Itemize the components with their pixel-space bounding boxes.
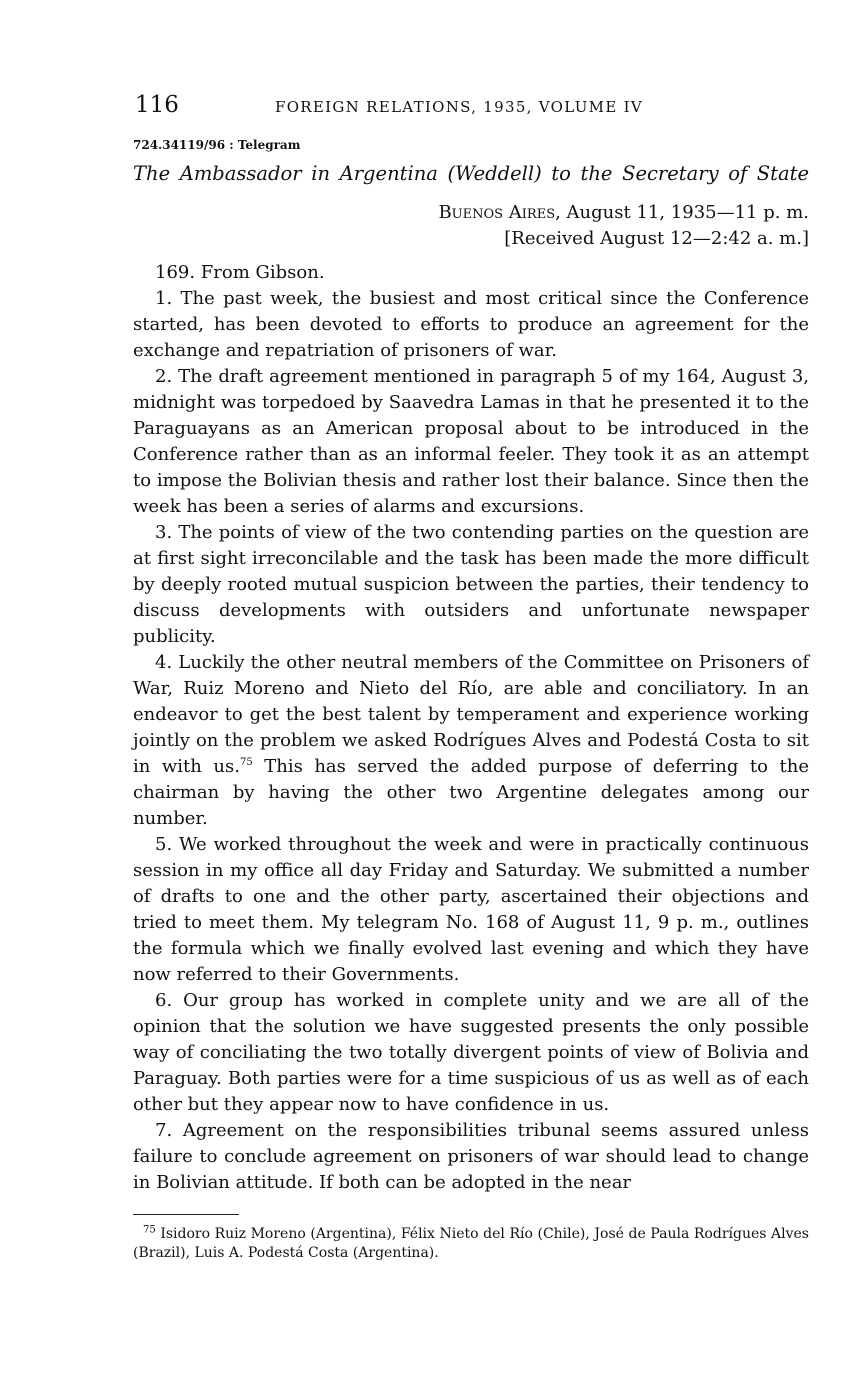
paragraph-4-after: This has served the added purpose of deferring to the chairman by having the other two Argentine delegates among our number. xyxy=(133,756,809,829)
paragraph-5: 5. We worked throughout the week and were in practically continuous session in my office all day Friday and Saturday. We submitted a number of drafts to one and the other party, ascertained their objections and tried to meet them. My telegram No. 168 of August 11, 9 p. m., outlines the formula which we finally evolved last evening and which they have now referred to their Governments. xyxy=(133,834,809,985)
paragraph-4 xyxy=(133,650,809,832)
paragraph-6: 6. Our group has worked in complete unity and we are all of the opinion that the solution we have suggested presents the only possible way of conciliating the two totally divergent points of view of Bolivia and Paraguay. Both parties were for a time suspicious of us as well as of each other but they appear now to have confidence in us. xyxy=(133,990,809,1115)
footnote-reference[interactable]: 75 xyxy=(239,757,253,768)
telegram-number: 169. From Gibson. xyxy=(155,262,325,283)
paragraph-3: 3. The points of view of the two contending parties on the question are at first sight irreconcilable and the task has been made the more difficult by deeply rooted mutual suspicion between the parties, their tendency to discuss developments with outsiders and unfortunate newspaper publicity. xyxy=(133,522,809,647)
footnote-number: 75 xyxy=(143,1224,156,1236)
page-number: 116 xyxy=(135,92,179,118)
dateline-place-date xyxy=(133,200,809,226)
document-page xyxy=(133,92,809,1263)
footnote xyxy=(133,1225,809,1263)
footnote-text: Isidoro Ruiz Moreno (Argentina), Félix Nieto del Río (Chile), José de Paula Rodrígues Alves (Brazil), Luis A. Podestá Costa (Argentina). xyxy=(133,1226,809,1261)
page-header xyxy=(133,92,809,126)
dateline-place: Buenos Aires xyxy=(438,202,556,223)
document-title: The Ambassador in Argentina (Weddell) to the Secretary of State xyxy=(133,162,809,185)
dateline-received: [Received August 12—2:42 a. m.] xyxy=(504,228,809,249)
footnote-divider xyxy=(133,1214,239,1215)
dateline xyxy=(133,200,809,252)
paragraph-1: 1. The past week, the busiest and most critical since the Conference started, has been devoted to efforts to produce an agreement for the exchange and repatriation of prisoners of war. xyxy=(133,288,809,361)
running-title: FOREIGN RELATIONS, 1935, VOLUME IV xyxy=(275,98,643,116)
paragraph-2: 2. The draft agreement mentioned in paragraph 5 of my 164, August 3, midnight was torpedoed by Saavedra Lamas in that he presented it to the Paraguayans as an American proposal about to be introduced in the Conference rather than as an informal feeler. They took it as an attempt to impose the Bolivian thesis and rather lost their balance. Since then the week has been a series of alarms and excursions. xyxy=(133,366,809,517)
paragraph-7: 7. Agreement on the responsibilities tribunal seems assured unless failure to conclude agreement on prisoners of war should lead to change in Bolivian attitude. If both can be adopted in the near xyxy=(133,1120,809,1193)
dateline-date: , August 11, 1935—11 p. m. xyxy=(555,202,809,223)
paragraph-4-before: 4. Luckily the other neutral members of the Committee on Prisoners of War, Ruiz Moreno and Nieto del Río, are able and conciliatory. In an endeavor to get the best talent by temperament and experience working jointly on the problem we asked Rodrígues Alves and Podestá Costa to sit in with us. xyxy=(133,652,809,777)
file-number: 724.34119/96 : Telegram xyxy=(133,138,301,152)
